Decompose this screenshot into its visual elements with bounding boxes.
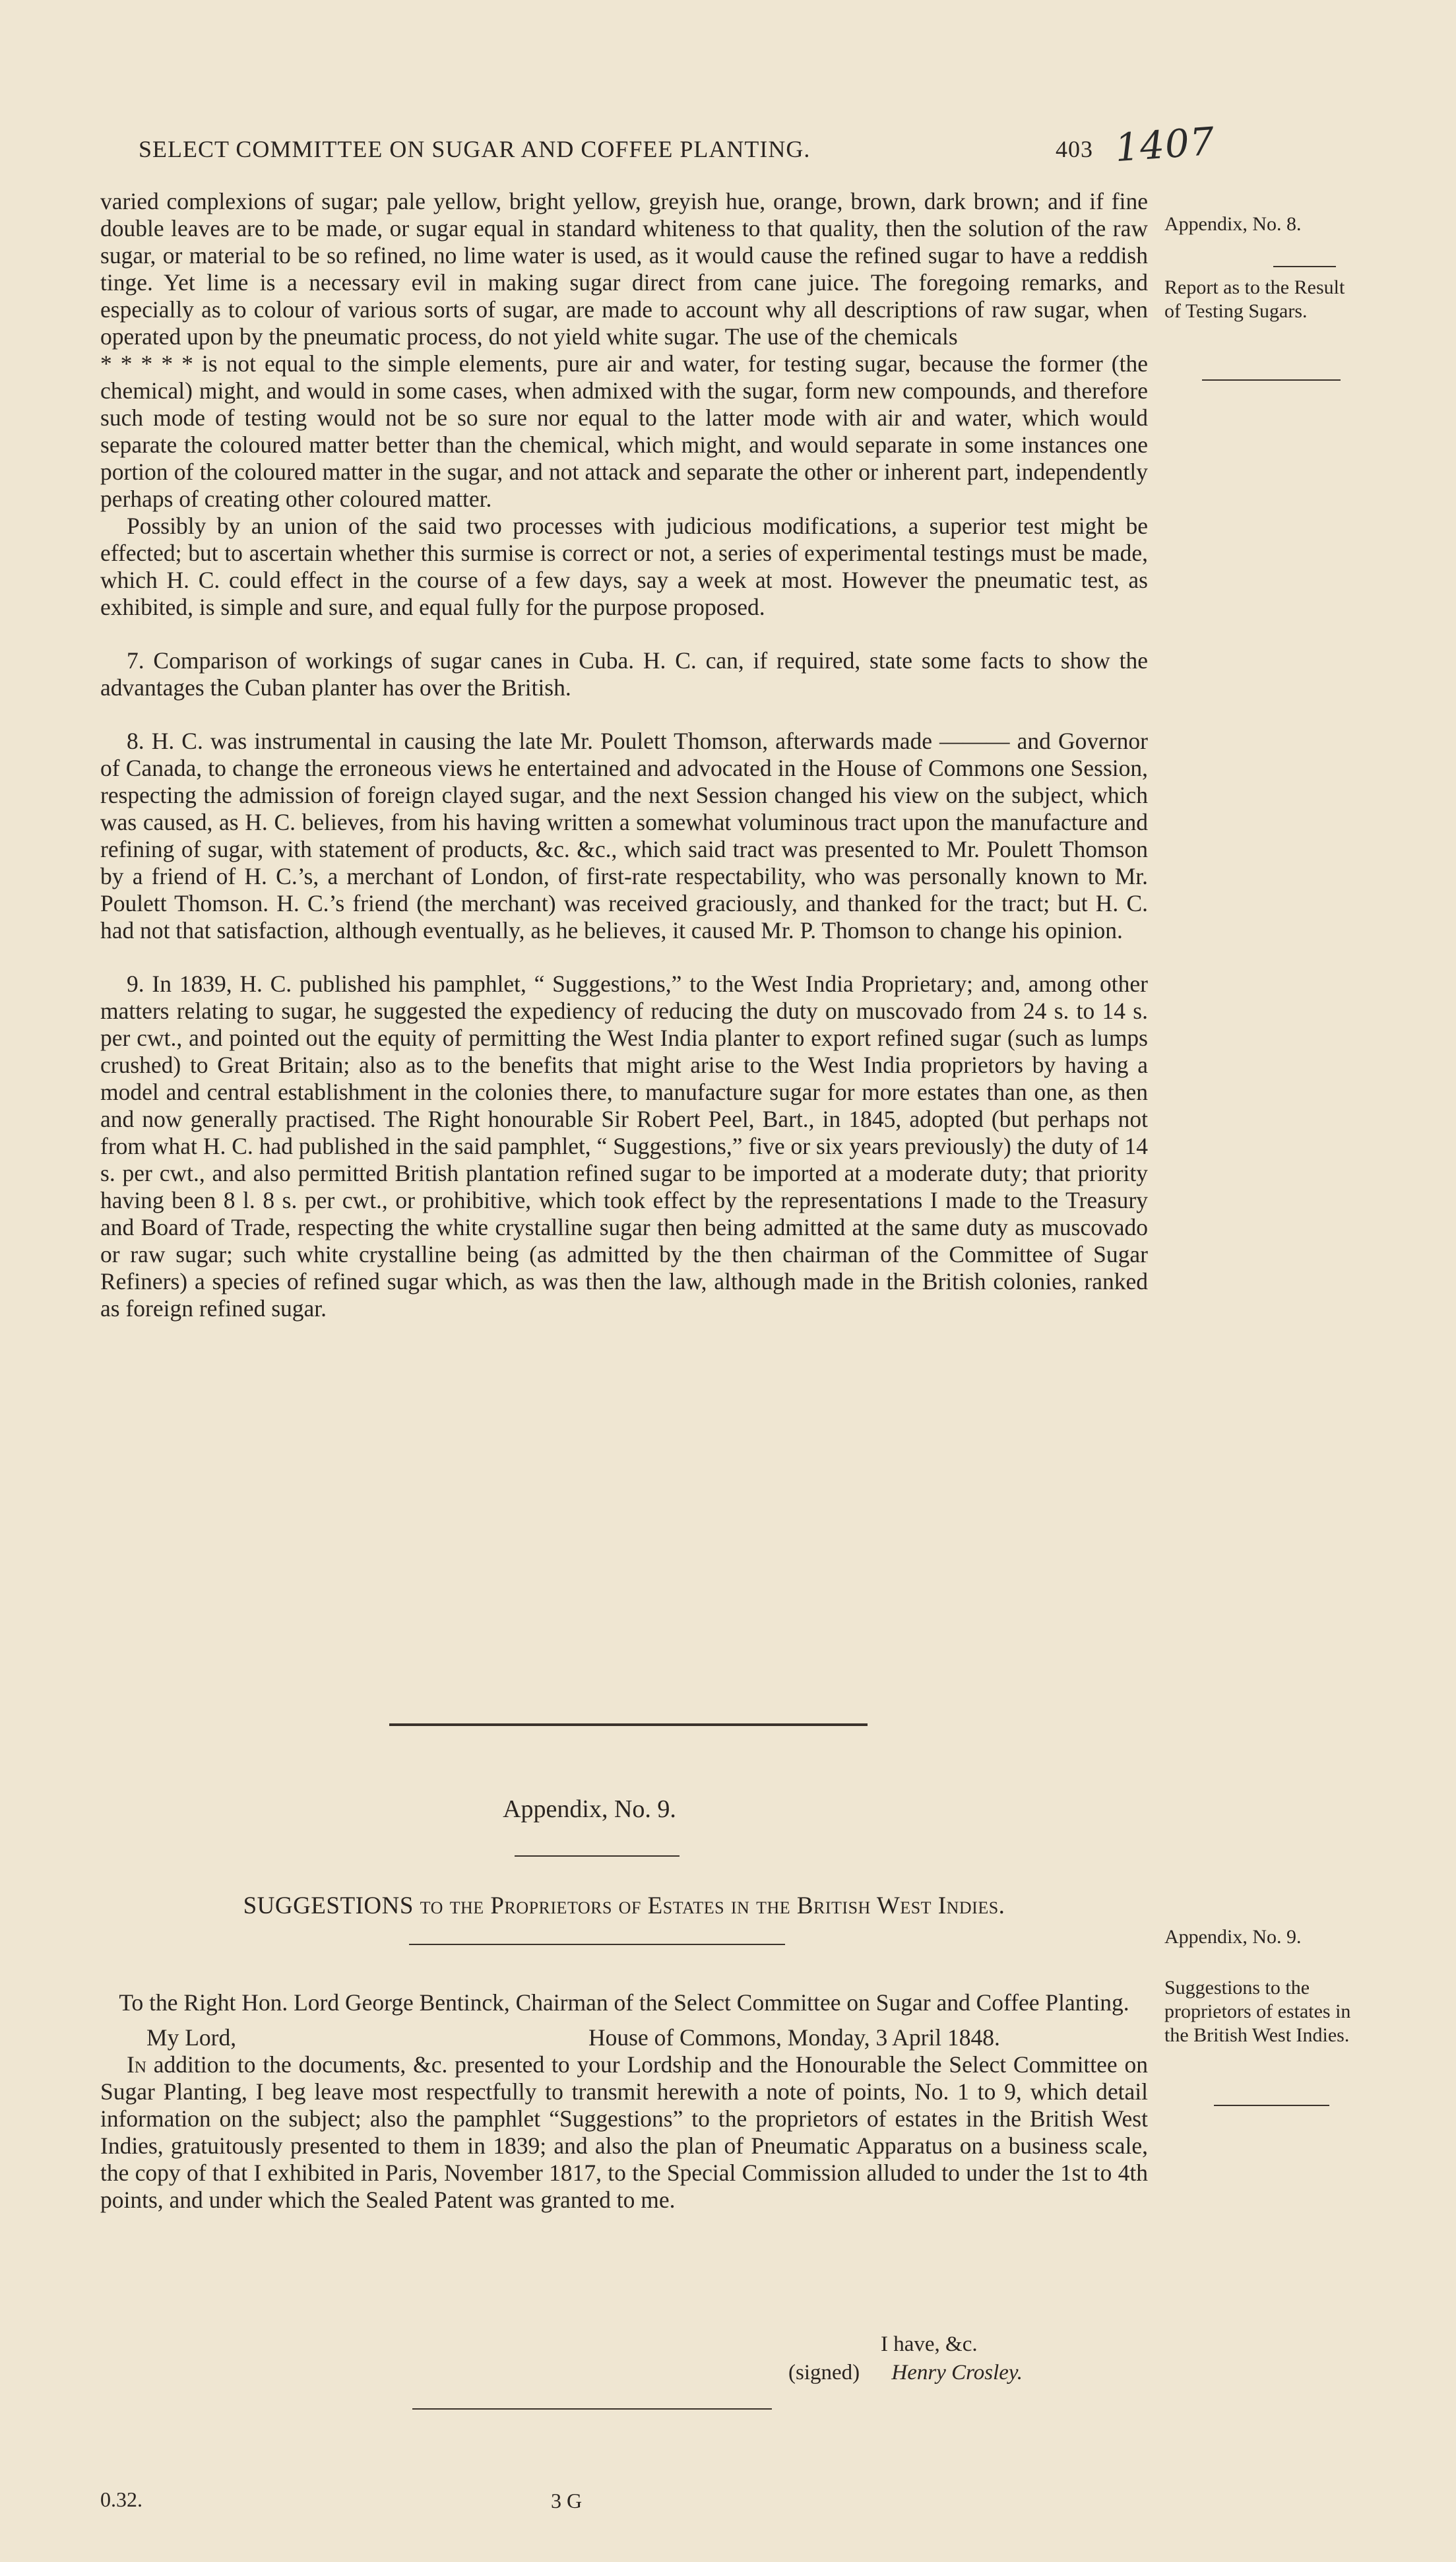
place-date: House of Commons, Monday, 3 April 1848. <box>588 2024 1000 2051</box>
heading-rest: to the Proprietors of Estates in the British West Indies. <box>420 1892 1005 1919</box>
heading-rule <box>409 1944 785 1945</box>
header-title: SELECT COMMITTEE ON SUGAR AND COFFEE PLANTING. <box>139 136 811 162</box>
page-number: 403 <box>1056 136 1093 162</box>
margin-appendix8-ref: Appendix, No. 8. <box>1164 213 1302 235</box>
running-header <box>139 118 1217 171</box>
body-lead: In <box>127 2051 146 2078</box>
letter-dateline <box>100 2024 1148 2051</box>
margin-note-appendix8 <box>1164 212 1362 236</box>
body-text: addition to the documents, &c. presented to your Lordship and the Honourable the Select Committee on Sugar Planting, I beg leave most respectfully to transmit herewith a note of points, No. 1 to 9, which detail information on the subject; also the pamphlet “Suggestions” to the proprietors of estates in the British West Indies, gratuitously presented to them in 1839; and also the plan of Pneumatic Apparatus on a business scale, the copy of that I exhibited in Paris, November 1817, to the Special Commission alluded to under the 1st to 4th points, and under which the Sealed Patent was granted to me. <box>100 2051 1149 2213</box>
heading-lead: SUGGESTIONS <box>243 1892 414 1919</box>
margin-appendix9-ref: Appendix, No. 9. <box>1164 1926 1302 1948</box>
paragraph: 7. Comparison of workings of sugar canes in Cuba. H. C. can, if required, state some facts to show the advantages the Cuban planter has over the British. <box>100 647 1148 701</box>
signed-label: (signed) <box>788 2361 860 2385</box>
signature-line <box>788 2361 1023 2385</box>
margin-appendix9-subject: Suggestions to the proprietors of estates in the British West Indies. <box>1164 1977 1351 2046</box>
title-rule <box>515 1855 680 1857</box>
paragraph: * * * * * is not equal to the simple elements, pure air and water, for testing sugar, because the former (the chemical) might, and would in some cases, when admixed with the sugar, form new compounds, and therefore such mode of testing would not be so sure nor equal to the latter mode with air and water, which would separate the coloured matter better than the chemical, which might, and would separate in some instances one portion of the coloured matter in the sugar, and not attack and separate the other or inherent part, independently perhaps of creating other coloured matter. <box>100 350 1148 512</box>
paragraph: 9. In 1839, H. C. published his pamphlet, “ Suggestions,” to the West India Proprietary; and, among other matters relating to sugar, he suggested the expediency of reducing the duty on muscovado from 24 s. to 14 s. per cwt., and pointed out the equity of permitting the West India planter to export refined sugar (such as lumps crushed) to Great Britain; also as to the benefits that might arise to the West India proprietors by having a model and central establishment in the colonies there, to manufacture sugar for more estates than one, as then and now generally practised. The Right honourable Sir Robert Peel, Bart., in 1845, adopted (but perhaps not from what H. C. had published in the said pamphlet, “ Suggestions,” five or six years previously) the duty of 14 s. per cwt., and also permitted British plantation refined sugar to be imported at a moderate duty; that priority having been 8 l. 8 s. per cwt., or prohibitive, which took effect by the representations I made to the Treasury and Board of Trade, respecting the white crystalline sugar then being admitted at the same duty as muscovado or raw sugar; such white crystalline being (as admitted by the then chairman of the Committee of Sugar Refiners) a species of refined sugar which, as was then the law, although made in the British colonies, ranked as foreign refined sugar. <box>100 971 1148 1322</box>
letter-closing: I have, &c. <box>881 2332 978 2356</box>
footer-left: 0.32. <box>100 2487 142 2511</box>
section-divider <box>389 1723 868 1726</box>
appendix-title: Appendix, No. 9. <box>503 1795 676 1823</box>
margin-rule <box>1273 266 1336 267</box>
letter-address: To the Right Hon. Lord George Bentinck, Chairman of the Select Committee on Sugar and Coffee Planting. <box>119 1989 1129 2016</box>
margin-note-appendix8-subject: Report as to the Result of Testing Sugars. <box>1164 276 1345 322</box>
letter-body <box>100 2051 1148 2214</box>
main-text <box>100 188 1148 1322</box>
signature-mark: 3 G <box>551 2489 583 2513</box>
end-rule <box>412 2408 772 2410</box>
salutation: My Lord, <box>146 2024 237 2051</box>
paragraph: Possibly by an union of the said two processes with judicious modifications, a superior test might be effected; but to ascertain whether this surmise is correct or not, a series of experimental testings must be made, which H. C. could effect in the course of a few days, say a week at most. However the pneumatic test, as exhibited, is simple and sure, and equal fully for the purpose proposed. <box>100 513 1148 620</box>
signature: Henry Crosley. <box>891 2361 1023 2385</box>
margin-rule <box>1214 2105 1329 2106</box>
suggestions-heading <box>100 1892 1148 1920</box>
paragraph: varied complexions of sugar; pale yellow, bright yellow, greyish hue, orange, brown, dark brown; and if fine double leaves are to be made, or sugar equal in standard whiteness to that quality, then the solution of the raw sugar, or material to be so refined, no lime water is used, as it would cause the refined sugar to have a reddish tinge. Yet lime is a necessary evil in making sugar direct from cane juice. The foregoing remarks, and especially as to colour of various sorts of sugar, are made to account why all descriptions of raw sugar, when operated upon by the pneumatic process, do not yield white sugar. The use of the chemicals <box>100 188 1148 350</box>
paragraph: 8. H. C. was instrumental in causing the late Mr. Poulett Thomson, afterwards made ——— and Governor of Canada, to change the erroneous views he entertained and advocated in the House of Commons one Session, respecting the admission of foreign clayed sugar, and the next Session changed his view on the subject, which was caused, as H. C. believes, from his having written a somewhat voluminous tract upon the manufacture and refining of sugar, with statement of products, &c. &c., which said tract was presented to Mr. Poulett Thomson by a friend of H. C.’s, a merchant of London, of first-rate respectability, who was personally known to Mr. Poulett Thomson. H. C.’s friend (the merchant) was received graciously, and thanked for the tract; but H. C. had not that satisfaction, although eventually, as he believes, it caused Mr. P. Thomson to change his opinion. <box>100 728 1148 944</box>
handwritten-folio-number: 1407 <box>1113 118 1217 171</box>
margin-rule <box>1202 379 1341 381</box>
letter <box>100 1989 1148 2214</box>
